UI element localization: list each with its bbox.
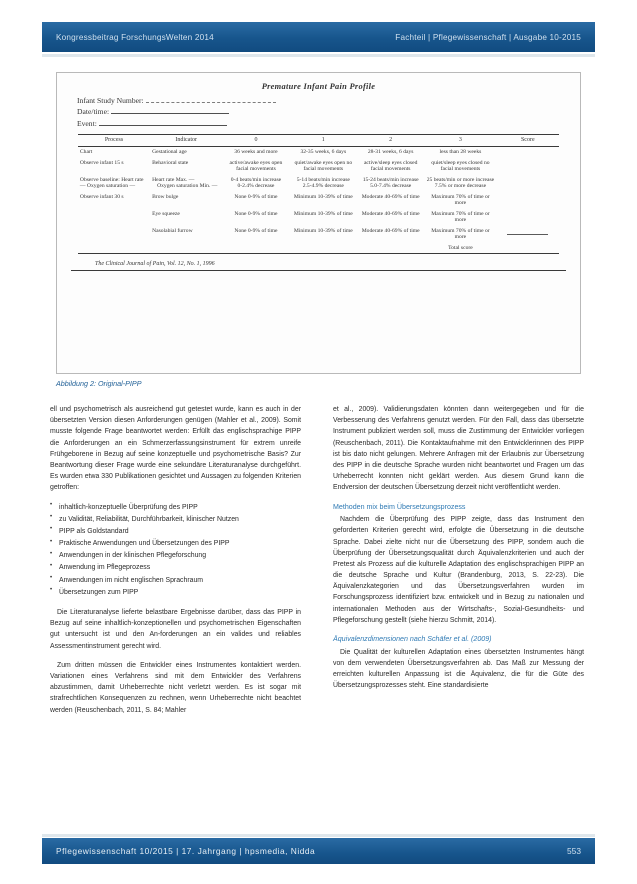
table-row	[78, 158, 559, 175]
cell-r2-c0-o2: 0-2.4% decrease	[237, 183, 275, 190]
field-infant-study-number	[77, 95, 580, 106]
cell-r2-c2-o2: 5.0-7.4% decrease	[370, 183, 412, 190]
col-score: Score	[497, 135, 560, 147]
field-event	[77, 118, 580, 129]
cell-r5-c1: Minimum 10-39% of time	[290, 226, 357, 254]
cell-r3-c0: None 0-9% of time	[234, 193, 278, 200]
cell-r0-c0: 36 weeks and more	[234, 149, 278, 156]
row-indicator-behavioral-state: Behavioral state	[152, 159, 189, 166]
col-score-3: 3	[424, 135, 496, 147]
header-right-text: Fachteil | Pflegewissenschaft | Ausgabe 10-2015	[395, 32, 581, 42]
body-column-right	[333, 404, 584, 699]
subheading-methodenmix: Methoden mix beim Übersetzungsprozess	[333, 502, 466, 511]
cell-r0-c3: less than 28 weeks	[439, 149, 482, 156]
cell-r5-score	[497, 226, 560, 254]
field-label-infant-study-number: Infant Study Number:	[77, 96, 144, 105]
cell-r4-c1: Minimum 10-39% of time	[293, 210, 353, 217]
list-item: • inhaltlich-konzeptuelle Überprüfung des PIPP	[50, 502, 301, 513]
cell-r4-c0: None 0-9% of time	[234, 210, 278, 217]
field-date-time	[77, 106, 580, 117]
figure-bottom-rule	[71, 270, 566, 271]
cell-r2-c3-hr: 25 beats/min or more increase	[426, 176, 495, 183]
field-label-date-time: Date/time:	[77, 107, 110, 117]
cell-r1-score	[497, 158, 560, 175]
left-paragraph-2: Die Literaturanalyse lieferte belastbare Ergebnisse darüber, dass das PIPP in Bezug auf seine inhaltlich-konzeptionellen und psychometrischen Eigenschaften gut untersucht ist und den An-forderungen an ein valides und reliables Assessmentinstrument gerecht wird.	[50, 609, 301, 650]
list-item: • Übersetzungen zum PIPP	[50, 587, 301, 598]
cell-r2-c0-hr: 0-4 beats/min increase	[230, 176, 282, 183]
indicator-heart-rate: Heart rate Max. —	[152, 176, 195, 183]
cell-r2-c1-hr: 5-14 beats/min increase	[296, 176, 350, 183]
cell-r2-score	[497, 175, 560, 192]
cell-r5-c3-text: Maximum 70% of time or more	[431, 227, 490, 241]
cell-r1-c0: active/awake eyes open facial movements	[229, 159, 283, 173]
subheading-aequivalenzdimensionen: Äquivalenzdimensionen nach Schäfer et al. (2009)	[333, 635, 492, 644]
row-indicator-heart-rate-oxygen	[150, 175, 222, 192]
row-indicator-gestational-age: Gestational age	[152, 149, 187, 156]
field-rule-1	[146, 95, 276, 103]
table-row	[78, 209, 559, 226]
list-item: • Anwendungen in der klinischen Pflegeforschung	[50, 550, 301, 561]
cell-r2-c3-o2: 7.5% or more decrease	[434, 183, 487, 190]
col-score-2: 2	[357, 135, 424, 147]
criteria-bullet-list	[50, 502, 301, 599]
left-paragraph-1: ell und psychometrisch als ausreichend gut getestet wurde, kann es auch in der übersetzten Version diesen Anforderungen genügen (Mahler et al., 2009). Somit musste folgende Frage beantwortet werden: Erfüllt das englischsprachige PIPP die Anforderungen an ein Schmerzerfassungsinstrument für extrem unreife Frühgeborene in Bezug auf seine konzeptuelle und psychometrische Basis? Zur Beantwortung dieser Frage wurde eine sekundäre Literaturanalyse durchgeführt. Es wurden etwa 330 Publikationen gesichtet und Aussagen zu folgenden Kriterien getroffen:	[50, 406, 301, 492]
cell-r0-score	[497, 147, 560, 158]
row-indicator-brow-bulge: Brow bulge	[152, 193, 179, 200]
table-row	[78, 192, 559, 209]
cell-r0-c2: 28-31 weeks, 6 days	[367, 149, 414, 156]
field-label-event: Event:	[77, 118, 97, 128]
cell-r2-c1	[290, 175, 357, 192]
header-divider	[42, 54, 595, 57]
cell-r1-c1: quiet/awake eyes open no facial movements	[294, 159, 353, 173]
page-footer-bar	[42, 838, 595, 864]
list-item: • Anwendung im Pflegeprozess	[50, 562, 301, 573]
field-rule-2	[111, 106, 229, 114]
figure-inner	[57, 82, 580, 374]
body-column-left	[50, 404, 301, 724]
list-item: • PIPP als Goldstandard	[50, 526, 301, 537]
list-item: • Praktische Anwendungen und Übersetzungen des PIPP	[50, 538, 301, 549]
footer-divider	[42, 834, 595, 837]
total-score-label: Total score	[448, 244, 473, 251]
row-process-blank-2	[78, 226, 150, 254]
page-number: 553	[567, 846, 581, 856]
header-left-text: Kongressbeitrag ForschungsWelten 2014	[56, 32, 214, 42]
page-header-bar	[42, 22, 595, 52]
cell-r3-c1: Minimum 10-39% of time	[293, 193, 353, 200]
cell-r1-c3: quiet/sleep eyes closed no facial movements	[431, 159, 490, 173]
cell-r4-c3: Maximum 70% of time or more	[431, 210, 490, 224]
cell-r0-c1: 32-35 weeks, 6 days	[300, 149, 347, 156]
table-header-row	[78, 135, 559, 147]
cell-r5-c0: None 0-9% of time	[222, 226, 289, 254]
cell-r3-c2: Moderate 40-69% of time	[361, 193, 420, 200]
row-process-observe-30s: Observe infant 30 s	[79, 193, 124, 200]
col-process: Process	[78, 135, 150, 147]
cell-r5-c3	[424, 226, 496, 254]
figure-form-fields	[77, 95, 580, 129]
list-item: • Anwendungen im nicht englischen Sprachraum	[50, 575, 301, 586]
row-process-observe-15s: Observe infant 15 s	[79, 159, 124, 166]
pipp-table	[78, 134, 559, 254]
figure-original-pipp	[56, 72, 581, 374]
figure-source-citation: The Clinical Journal of Pain, Vol. 12, No. 1, 1996	[95, 261, 215, 268]
cell-r2-c0	[222, 175, 289, 192]
cell-r3-score	[497, 192, 560, 209]
table-row	[78, 147, 559, 158]
row-process-observe-baseline: Observe baseline: Heart rate — Oxygen saturation —	[79, 176, 144, 190]
row-indicator-nasolabial-furrow: Nasolabial furrow	[150, 226, 222, 254]
cell-r3-c3: Maximum 70% of time or more	[431, 193, 490, 207]
row-process-chart: Chart	[79, 149, 93, 156]
table-row	[78, 175, 559, 192]
right-paragraph-1: et al., 2009). Validierungsdaten könnten dann weitergegeben und für die Verbesserung des Verfahrens genutzt werden. Für den Fall, dass das übersetzte Instrument publiziert werden soll, muss die Zustimmung der Entwickler vorliegen (Reuschenbach, 2011). Die Kontaktaufnahme mit den Entwicklerinnen des PIPP ist bis dato nicht gelungen. Mehrere Anfragen mit der Erlaubnis zur Übersetzung des PIPP in die deutsche Sprache wurden nicht beantwortet und Fragen um das Urheberrecht konnten nicht geklärt werden. Aus diesem Grund kann die Endversion der deutschen Übersetzung derzeit nicht veröffentlicht werden.	[333, 406, 584, 492]
cell-r4-score	[497, 209, 560, 226]
cell-r2-c3	[424, 175, 496, 192]
left-paragraph-3: Zum dritten müssen die Entwickler eines Instrumentes kontaktiert werden. Variationen eines Verfahrens sind mit dem Entwickler des Verfahrens abzustimmen, damit Urheberrechte nicht verletzt werden. Es ist sogar mit strafrechtlichen Konsequenzen zu rechnen, wenn Urheberrechte nicht beachtet werden (Reuschenbach, 2011, S. 84; Mahler	[50, 661, 301, 714]
right-paragraph-2: Nachdem die Überprüfung des PIPP zeigte, dass das Instrument den geforderten Kriterien gerecht wird, erfolgte die Übersetzung in die deutsche Sprache. Dabei zielte nicht nur die Übersetzung des PIPP, sondern auch die Überprüfung der Übersetzungsqualität durch Äquivalenzkriterien und auch der Pretest als Prozess auf die kulturelle Adaptation des englischsprachigen PIPP an die deutsche Sprache und Kultur (Brandenburg, 2013, S. 22-23). Die Äquivalenzkategorien und das Übersetzungsverfahren wurden im Forschungsprozess identifiziert bzw. entwickelt und in Bezug zu nationalen und internationalen Methoden aus der Wirtschafts-, Sozial-Gesundheits- und Pflegeforschung gestellt (siehe hierzu Schmitt, 2014).	[333, 516, 584, 624]
col-score-1: 1	[290, 135, 357, 147]
col-indicator: Indicator	[150, 135, 222, 147]
cell-r1-c2: active/sleep eyes closed facial movements	[363, 159, 418, 173]
cell-r2-c2-hr: 15-24 beats/min increase	[362, 176, 419, 183]
table-row	[78, 226, 559, 254]
col-score-0: 0	[222, 135, 289, 147]
total-score-blank	[507, 228, 548, 235]
list-item: • zu Validität, Reliabilität, Durchführbarkeit, klinischer Nutzen	[50, 514, 301, 525]
row-indicator-eye-squeeze: Eye squeeze	[152, 210, 180, 217]
row-process-blank-1	[78, 209, 150, 226]
indicator-oxygen-saturation: Oxygen saturation Min. —	[157, 183, 218, 190]
field-rule-3	[99, 118, 227, 126]
figure-title: Premature Infant Pain Profile	[261, 82, 376, 91]
cell-r2-c2	[357, 175, 424, 192]
cell-r2-c1-o2: 2.5-4.9% decrease	[302, 183, 344, 190]
right-paragraph-3: Die Qualität der kulturellen Adaptation eines übersetzten Instrumentes hängt von dem verwendeten Übersetzungsverfahren ab. Das Maß zur Messung der erreichten kulturellen Anpassung ist die Äquivalenz, die für die Güte des Übersetzungsprozesses steht. Eine standardisierte	[333, 648, 584, 690]
cell-r4-c2: Moderate 40-69% of time	[361, 210, 420, 217]
figure-caption: Abbildung 2: Original-PIPP	[56, 379, 142, 388]
cell-r5-c2: Moderate 40-69% of time	[357, 226, 424, 254]
footer-text: Pflegewissenschaft 10/2015 | 17. Jahrgang | hpsmedia, Nidda	[56, 846, 316, 856]
